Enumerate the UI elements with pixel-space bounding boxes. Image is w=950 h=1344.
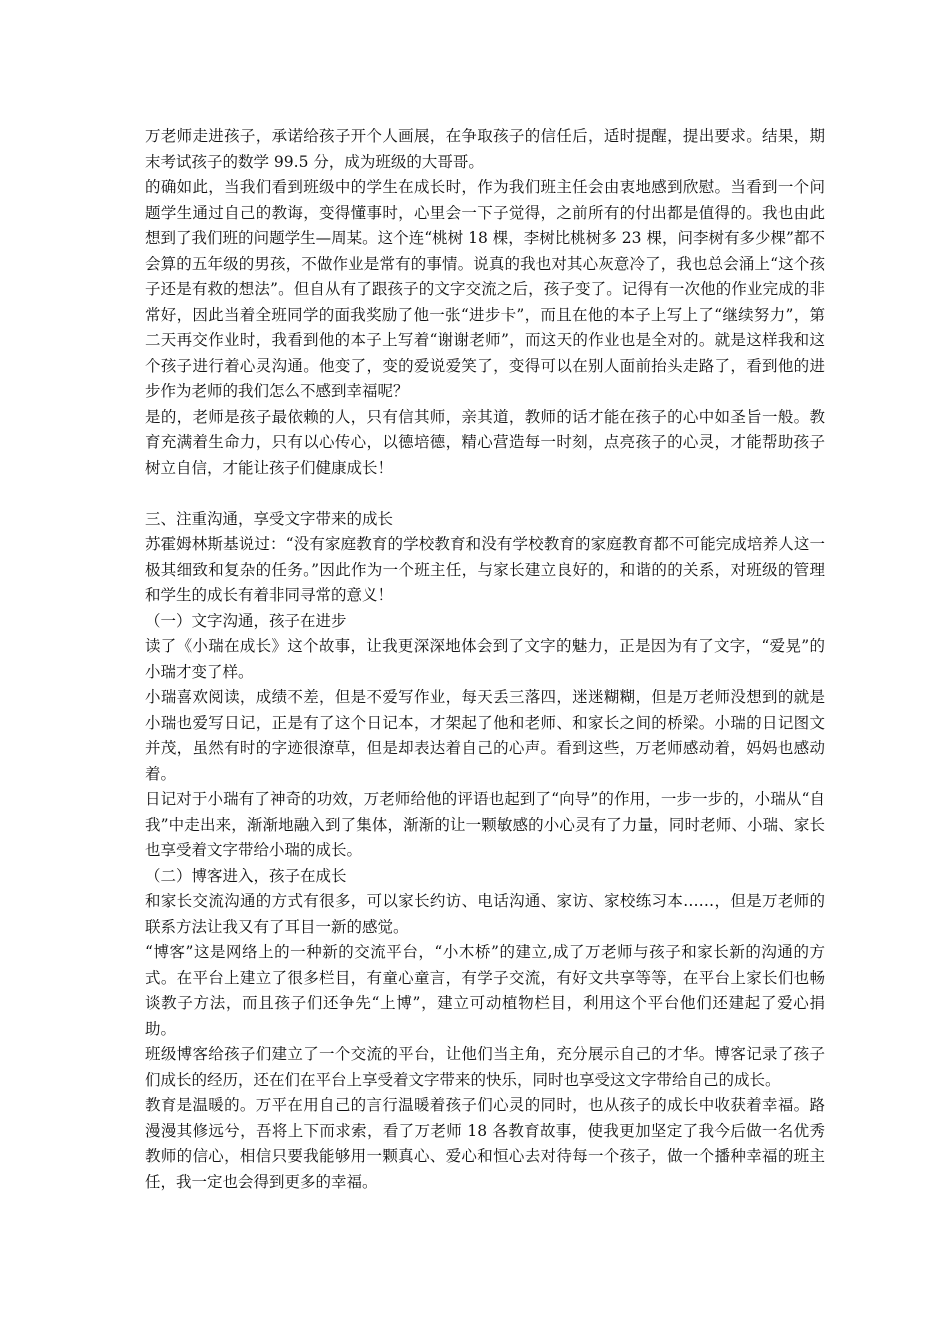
- paragraph-xiaorui-story: 读了《小瑞在成长》这个故事，让我更深深地体会到了文字的魅力，正是因为有了文字，“爱晃”的小瑞才变了样。: [145, 637, 825, 681]
- paragraph-blog-platform: “博客”这是网络上的一种新的交流平台，“小木桥”的建立,成了万老师与孩子和家长新的沟通的方式。在平台上建立了很多栏目，有童心童言，有学子交流，有好文共享等等，在平台上家长们也畅谈教子方法，而且孩子们还争先“上博”，建立可动植物栏目，利用这个平台他们还建起了爱心捐助。: [145, 943, 825, 1038]
- paragraph-parent-communication: 和家长交流沟通的方式有很多，可以家长约访、电话沟通、家访、家校练习本……，但是万老师的联系方法让我又有了耳目一新的感觉。: [145, 892, 825, 936]
- paragraph-problem-student: 的确如此，当我们看到班级中的学生在成长时，作为我们班主任会由衷地感到欣慰。当看到一个问题学生通过自己的教诲，变得懂事时，心里会一下子觉得，之前所有的付出都是值得的。我也由此想到了我们班的问题学生—周某。这个连“桃树 18 棵，李树比桃树多 23 棵，问李树有多少棵”都不会算的五年级的男孩，不做作业是常有的事情。说真的我也对其心灰意冷了，我也总会涌上“这个孩子还是有救的想法”。但自从有了跟孩子的文字交流之后，孩子变了。记得有一次他的作业完成的非常好，因此当着全班同学的面我奖励了他一张“进步卡”，而且在他的本子上写上了“继续努力”，第二天再交作业时，我看到他的本子上写着“谢谢老师”，而这天的作业也是全对的。就是这样我和这个孩子进行着心灵沟通。他变了，变的爱说爱笑了，变得可以在别人面前抬头走路了，看到他的进步作为老师的我们怎么不感到幸福呢？: [145, 178, 825, 400]
- section-heading-communication: 三、注重沟通，享受文字带来的成长: [145, 509, 394, 528]
- paragraph-teacher-trust: 是的，老师是孩子最依赖的人，只有信其师，亲其道，教师的话才能在孩子的心中如圣旨一般。教育充满着生命力，只有以心传心，以德培德，精心营造每一时刻，点亮孩子的心灵，才能帮助孩子树立自信，才能让孩子们健康成长！: [145, 407, 825, 477]
- paragraph-painting-exhibition: 万老师走进孩子，承诺给孩子开个人画展，在争取孩子的信任后，适时提醒，提出要求。结果，期末考试孩子的数学 99.5 分，成为班级的大哥哥。: [145, 127, 825, 171]
- paragraph-xiaorui-diary: 小瑞喜欢阅读，成绩不差，但是不爱写作业，每天丢三落四，迷迷糊糊，但是万老师没想到的就是小瑞也爱写日记，正是有了这个日记本，才架起了他和老师、和家长之间的桥梁。小瑞的日记图文并茂，虽然有时的字迹很潦草，但是却表达着自己的心声。看到这些，万老师感动着，妈妈也感动着。: [145, 688, 825, 783]
- paragraph-class-blog: 班级博客给孩子们建立了一个交流的平台，让他们当主角，充分展示自己的才华。博客记录了孩子们成长的经历，还在们在平台上享受着文字带来的快乐，同时也享受这文字带给自己的成长。: [145, 1045, 825, 1089]
- document-body: [145, 124, 825, 1195]
- subheading-blog: （二）博客进入，孩子在成长: [145, 866, 347, 885]
- subheading-written-communication: （一）文字沟通，孩子在进步: [145, 611, 347, 630]
- paragraph-diary-effect: 日记对于小瑞有了神奇的功效，万老师给他的评语也起到了“向导”的作用，一步一步的，小瑞从“自我”中走出来，渐渐地融入到了集体，渐渐的让一颗敏感的小心灵有了力量，同时老师、小瑞、家长也享受着文字带给小瑞的成长。: [145, 790, 825, 859]
- blank-line: [145, 481, 825, 507]
- paragraph-conclusion: 教育是温暖的。万平在用自己的言行温暖着孩子们心灵的同时，也从孩子的成长中收获着幸福。路漫漫其修远兮，吾将上下而求索，看了万老师 18 各教育故事，使我更加坚定了我今后做一名优秀教师的信心，相信只要我能够用一颗真心、爱心和恒心去对待每一个孩子，做一个播种幸福的班主任，我一定也会得到更多的幸福。: [145, 1096, 825, 1191]
- paragraph-suhomlinsky-quote: 苏霍姆林斯基说过：“没有家庭教育的学校教育和没有学校教育的家庭教育都不可能完成培养人这一极其细致和复杂的任务。”因此作为一个班主任，与家长建立良好的，和谐的的关系，对班级的管理和学生的成长有着非同寻常的意义！: [145, 535, 825, 604]
